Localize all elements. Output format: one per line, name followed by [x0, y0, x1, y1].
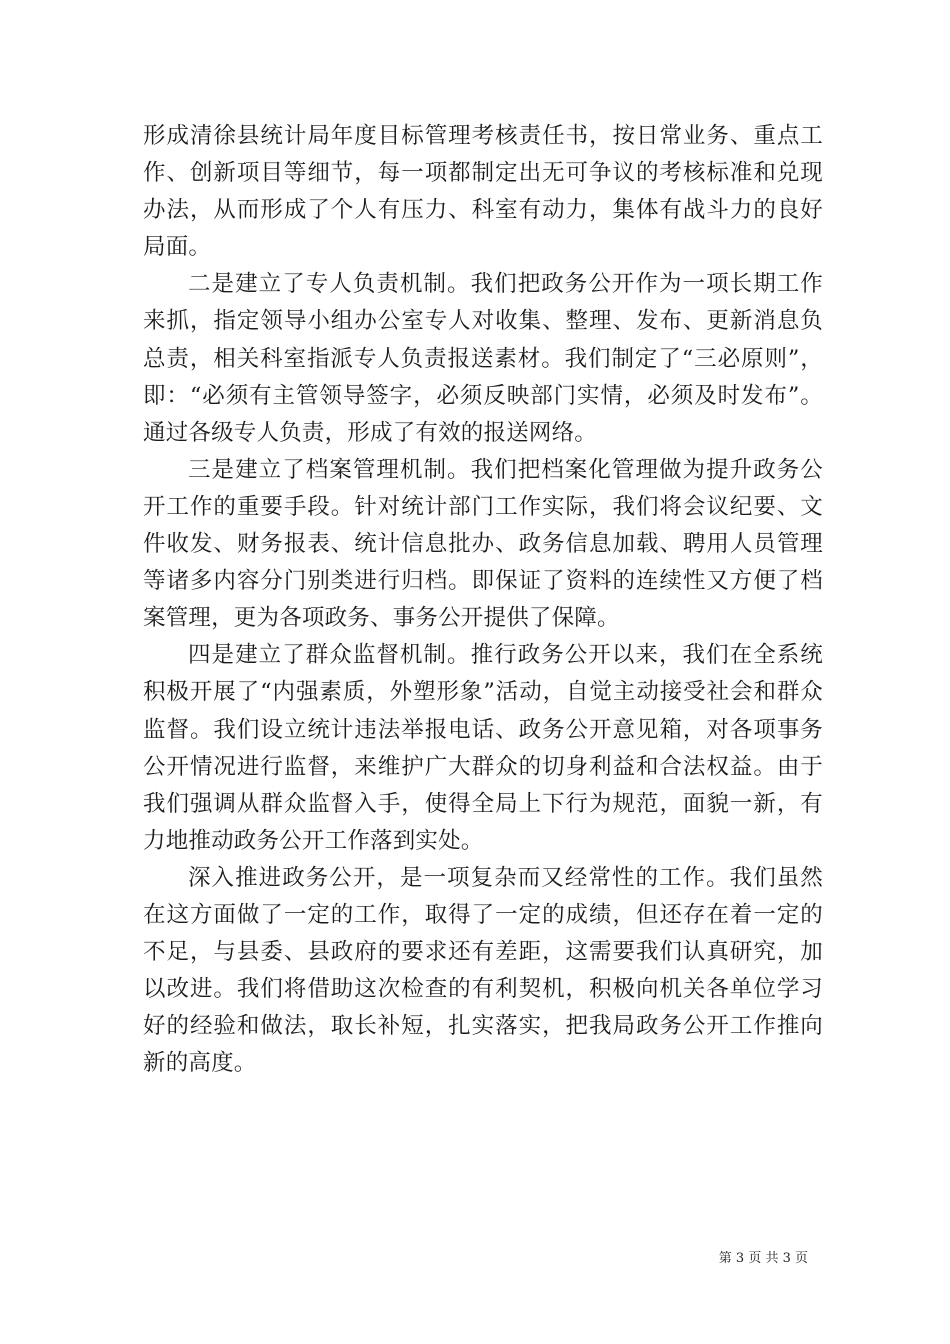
page-number-footer: 第 3 页 共 3 页 — [718, 1251, 808, 1266]
paragraph-archive-mechanism: 三是建立了档案管理机制。我们把档案化管理做为提升政务公开工作的重要手段。针对统计部门工作实际，我们将会议纪要、文件收发、财务报表、统计信息批办、政务信息加载、聘用人员管理等诸多内容分门别类进行归档。即保证了资料的连续性又方便了档案管理，更为各项政务、事务公开提供了保障。 — [143, 456, 823, 632]
paragraph-responsibility-mechanism: 二是建立了专人负责机制。我们把政务公开作为一项长期工作来抓，指定领导小组办公室专人对收集、整理、发布、更新消息负总责，相关科室指派专人负责报送素材。我们制定了“三必原则”，即：“必须有主管领导签字，必须反映部门实情，必须及时发布”。通过各级专人负责，形成了有效的报送网络。 — [143, 271, 823, 446]
paragraph-supervision-mechanism: 四是建立了群众监督机制。推行政务公开以来，我们在全系统积极开展了“内强素质，外塑形象”活动，自觉主动接受社会和群众监督。我们设立统计违法举报电话、政务公开意见箱，对各项事务公开情况进行监督，来维护广大群众的切身利益和合法权益。由于我们强调从群众监督入手，使得全局上下行为规范，面貌一新，有力地推动政务公开工作落到实处。 — [143, 642, 823, 854]
paragraph-conclusion: 深入推进政务公开，是一项复杂而又经常性的工作。我们虽然在这方面做了一定的工作，取得了一定的成绩，但还存在着一定的不足，与县委、县政府的要求还有差距，这需要我们认真研究，加以改进。我们将借助这次检查的有利契机，积极向机关各单位学习好的经验和做法，取长补短，扎实落实，把我局政务公开工作推向新的高度。 — [143, 864, 823, 1077]
paragraph-continuation: 形成清徐县统计局年度目标管理考核责任书，按日常业务、重点工作、创新项目等细节，每一项都制定出无可争议的考核标准和兑现办法，从而形成了个人有压力、科室有动力，集体有战斗力的良好局面。 — [143, 123, 823, 261]
document-body — [143, 118, 823, 1082]
